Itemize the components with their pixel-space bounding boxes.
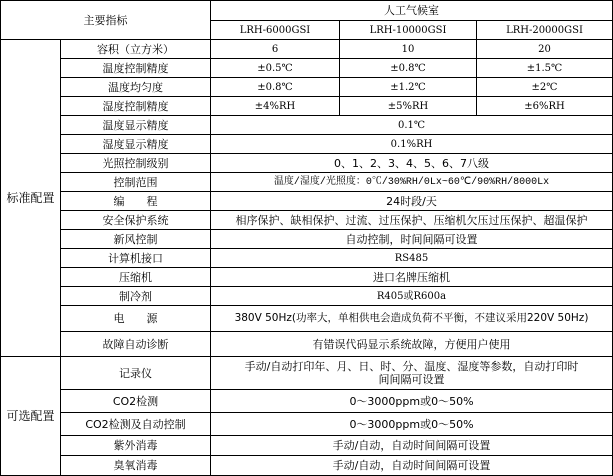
row-value: 有错误代码显示系统故障，方便用户使用 <box>211 332 613 357</box>
model-header: LRH-20000GSI <box>477 21 613 40</box>
row-value: 进口名牌压缩机 <box>211 268 613 287</box>
model-header: LRH-10000GSI <box>340 21 477 40</box>
row-value: 手动/自动，自动时间间隔可设置 <box>211 436 613 456</box>
chamber-title: 人工气候室 <box>211 1 613 21</box>
row-label: 安全保护系统 <box>61 211 211 230</box>
row-value: 相序保护、缺相保护、过流、过压保护、压缩机欠压过压保护、超温保护 <box>211 211 613 230</box>
row-label: 控制范围 <box>61 173 211 192</box>
row-label: 新风控制 <box>61 230 211 249</box>
row-label: 计算机接口 <box>61 249 211 268</box>
row-label: 光照控制级别 <box>61 154 211 173</box>
row-value: 0～3000ppm或0～50% <box>211 413 613 436</box>
row-label: 温度均匀度 <box>61 78 211 97</box>
row-value: ±2℃ <box>477 78 613 97</box>
row-value: ±4%RH <box>211 97 340 116</box>
row-value: ±5%RH <box>340 97 477 116</box>
row-label: 湿度显示精度 <box>61 135 211 154</box>
row-label: 记录仪 <box>61 357 211 390</box>
row-value: 手动/自动，自动时间间隔可设置 <box>211 456 613 476</box>
row-label: 容积（立方米） <box>61 40 211 59</box>
row-value: 0、1、2、3、4、5、6、7八级 <box>211 154 613 173</box>
main-indicator-header: 主要指标 <box>1 1 211 40</box>
row-value: 0.1%RH <box>211 135 613 154</box>
category-standard: 标准配置 <box>1 40 61 357</box>
row-label: 压缩机 <box>61 268 211 287</box>
row-value: 20 <box>477 40 613 59</box>
row-value: R405或R600a <box>211 287 613 306</box>
row-value: ±0.5℃ <box>211 59 340 78</box>
row-value: 0～3000ppm或0～50% <box>211 390 613 413</box>
row-label: 紫外消毒 <box>61 436 211 456</box>
row-value: 24时段/天 <box>211 192 613 211</box>
row-label: 臭氧消毒 <box>61 456 211 476</box>
row-label: 温度控制精度 <box>61 59 211 78</box>
row-label: CO2检测及自动控制 <box>61 413 211 436</box>
row-value: 手动/自动打印年、月、日、时、分、温度、湿度等参数，自动打印时间间隔可设置 <box>211 357 613 390</box>
row-value: ±0.8℃ <box>211 78 340 97</box>
category-optional: 可选配置 <box>1 357 61 476</box>
row-value: 6 <box>211 40 340 59</box>
model-header: LRH-6000GSI <box>211 21 340 40</box>
row-value: ±1.5℃ <box>477 59 613 78</box>
row-label: 编 程 <box>61 192 211 211</box>
row-value: 自动控制，时间间隔可设置 <box>211 230 613 249</box>
row-value: 10 <box>340 40 477 59</box>
row-label: 湿度控制精度 <box>61 97 211 116</box>
row-value: 380V 50Hz(功率大，单相供电会造成负荷不平衡，不建议采用220V 50Hz) <box>211 306 613 332</box>
row-value: ±6%RH <box>477 97 613 116</box>
row-value: ±1.2℃ <box>340 78 477 97</box>
row-label: CO2检测 <box>61 390 211 413</box>
row-label: 温度显示精度 <box>61 116 211 135</box>
row-value: 温度/湿度/光照度：0℃/30%RH/0Lx~60℃/90%RH/8000Lx <box>211 173 613 192</box>
row-value: RS485 <box>211 249 613 268</box>
row-label: 电 源 <box>61 306 211 332</box>
row-label: 故障自动诊断 <box>61 332 211 357</box>
row-label: 制冷剂 <box>61 287 211 306</box>
row-value: ±0.8℃ <box>340 59 477 78</box>
row-value: 0.1℃ <box>211 116 613 135</box>
